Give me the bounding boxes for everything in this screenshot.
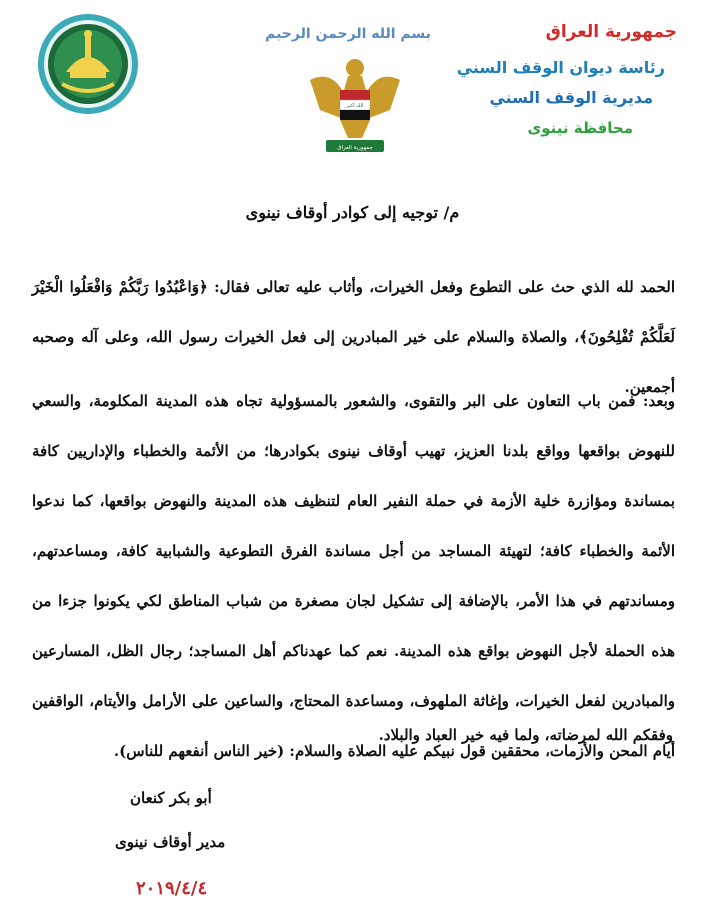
province-name: محافظة نينوى <box>527 119 633 137</box>
letter-paragraph-intro: الحمد لله الذي حث على التطوع وفعل الخيرات، وأثاب عليه تعالى فقال: ﴿وَاعْبُدُوا رَبَّكُمْ وَافْعَلُوا الْخَيْرَ لَعَلَّكُمْ تُفْلِحُونَ﴾، والصلاة والسلام على خير المبادرين إلى فعل الخيرات رسول الله، وعلى آله وصحبه أجمعين. <box>32 278 675 396</box>
letter-date: ٢٠١٩/٤/٤ <box>136 878 208 899</box>
letter-closing: وفقكم الله لمرضاته، ولما فيه خير العباد والبلاد. <box>378 726 673 744</box>
sunni-endowment-logo <box>36 12 140 116</box>
letter-paragraph-main: وبعد: فمن باب التعاون على البر والتقوى، والشعور بالمسؤولية تجاه هذه المدينة المكلومة، والسعي للنهوض بواقعها وواقع بلدنا العزيز، تهيب أوقاف نينوى بكوادرها؛ من الأئمة والخطباء والإداريين كافة بمساندة ومؤازرة خلية الأزمة في حملة النفير العام لتنظيف هذه المدينة والنهوض بواقعها، كما ندعوا الأئمة والخطباء كافة؛ لتهيئة المساجد من أجل مساندة الفرق التطوعية والشبابية كافة، ومساعدتهم، ومساندتهم في هذا الأمر، بالإضافة إلى تشكيل لجان مصغرة من شباب المناطق لكي يكونوا جزءا من هذه الحملة لأجل النهوض بواقع هذه المدينة. نعم كما عهدناكم أهل المساجد؛ رجال الظل، المسارعين والمبادرين لفعل الخيرات، وإغاثة الملهوف، ومساعدة المحتاج، والساعين على الأرامل والأيتام، الواقفين أيام المحن والأزمات، محققين قول نبيكم عليه الصلاة والسلام: (خير الناس أنفعهم للناس). <box>32 392 675 760</box>
directorate-name: مديرية الوقف السني <box>489 88 653 107</box>
emblem-top-text: الله أكبر <box>346 103 364 109</box>
signer-title: مدير أوقاف نينوى <box>115 833 226 851</box>
basmala: بسم الله الرحمن الرحيم <box>265 26 431 42</box>
signer-name: أبو بكر كنعان <box>130 789 212 807</box>
letter-subject: م/ توجيه إلى كوادر أوقاف نينوى <box>245 203 460 222</box>
emblem-bottom-text: جمهورية العراق <box>337 145 373 151</box>
presidency-name: رئاسة ديوان الوقف السني <box>456 58 665 77</box>
iraq-eagle-emblem <box>300 50 410 160</box>
country-name: جمهورية العراق <box>545 22 677 42</box>
